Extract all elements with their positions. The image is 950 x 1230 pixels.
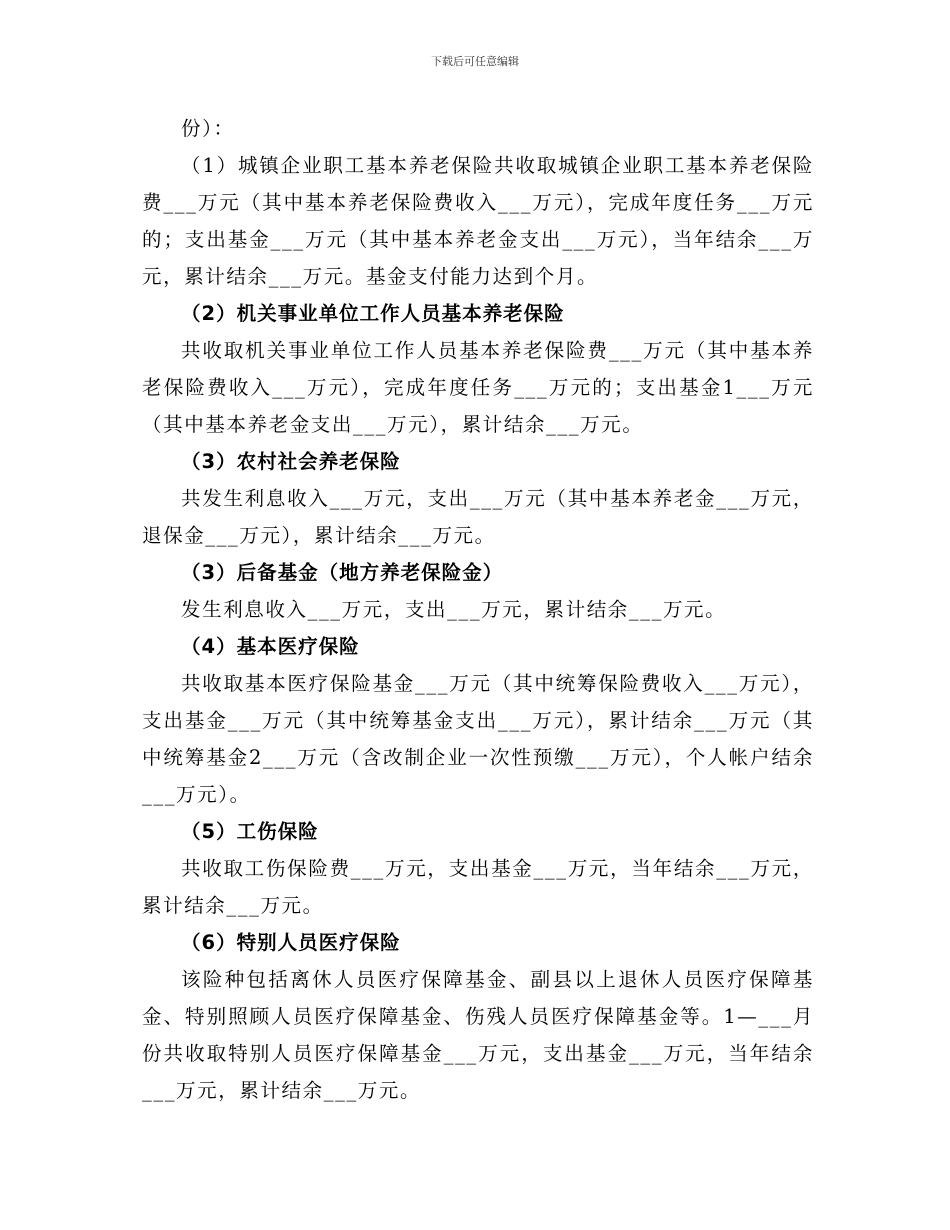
paragraph-urban-pension: （1）城镇企业职工基本养老保险共收取城镇企业职工基本养老保险费___万元（其中基本养老保险费收入___万元），完成年度任务___万元的；支出基金___万元（其中基本养老金支出___万元），当年结余___万元，累计结余___万元。基金支付能力达到个月。 [142,154,814,288]
heading-institution-pension: （2）机关事业单位工作人员基本养老保险 [181,302,565,325]
heading-basic-medical: （4）基本医疗保险 [181,635,360,658]
paragraph-basic-medical: 共收取基本医疗保险基金___万元（其中统筹保险费收入___万元），支出基金___万元（其中统筹基金支出___万元），累计结余___万元（其中统筹基金2___万元（含改制企业一次性预缴___万元），个人帐户结余___万元）。 [142,672,814,806]
paragraph-rural-pension: 共发生利息收入___万元，支出___万元（其中基本养老金___万元，退保金___万元），累计结余___万元。 [142,487,814,547]
paragraph-months: 份）： [181,117,235,140]
heading-special-medical: （6）特别人员医疗保险 [181,931,401,954]
paragraph-special-medical: 该险种包括离休人员医疗保障基金、副县以上退休人员医疗保障基金、特别照顾人员医疗保障基金、伤残人员医疗保障基金等。1—___月份共收取特别人员医疗保障基金___万元，支出基金___万元，当年结余___万元，累计结余___万元。 [142,968,814,1102]
page-header: 下载后可任意编辑 [431,55,519,68]
heading-rural-pension: （3）农村社会养老保险 [181,450,401,473]
heading-work-injury: （5）工伤保险 [181,820,319,843]
heading-reserve-fund: （3）后备基金（地方养老保险金） [181,561,504,584]
paragraph-reserve-fund: 发生利息收入___万元，支出___万元，累计结余___万元。 [181,598,727,621]
paragraph-work-injury: 共收取工伤保险费___万元，支出基金___万元，当年结余___万元，累计结余___万元。 [142,857,814,917]
document-body [142,110,814,1109]
paragraph-institution-pension: 共收取机关事业单位工作人员基本养老保险费___万元（其中基本养老保险费收入___万元），完成年度任务___万元的；支出基金1___万元（其中基本养老金支出___万元），累计结余___万元。 [142,339,814,436]
